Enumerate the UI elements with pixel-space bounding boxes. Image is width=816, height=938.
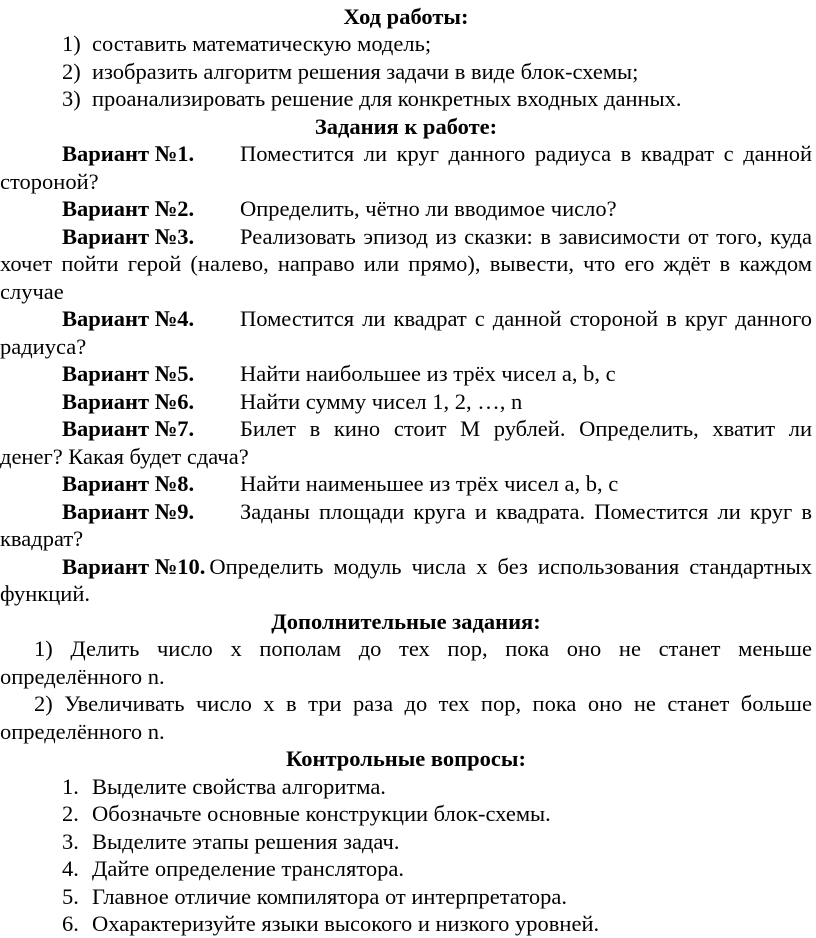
work-step-text: составить математическую модель;: [92, 31, 432, 56]
variant-label: Вариант №6.: [62, 388, 195, 414]
work-step-number: 3): [62, 86, 81, 111]
variant-label: Вариант №1.: [62, 141, 195, 166]
variant-item: [0, 360, 812, 388]
variant-text: Найти наименьшее из трёх чисел a, b, c: [240, 471, 619, 496]
variant-label: Вариант №9.: [62, 498, 195, 524]
variant-text: Найти сумму чисел 1, 2, …, n: [240, 388, 523, 414]
question-text: Выделите этапы решения задач.: [92, 828, 400, 854]
question-number: 4.: [62, 856, 79, 881]
work-step: [0, 58, 812, 86]
additional-item: 1) Делить число x пополам до тех пор, пока оно не станет меньше определённого n.: [0, 636, 812, 689]
question-number: 5.: [62, 883, 79, 909]
question-item: [0, 828, 812, 856]
question-item: [0, 800, 812, 828]
variant-item: [0, 470, 812, 498]
variant-text: Заданы площади круга и квадрата. Поместится ли круг в квадрат?: [0, 498, 812, 551]
work-step: [0, 30, 812, 58]
work-step-number: 2): [62, 58, 81, 84]
question-item: [0, 855, 812, 883]
variant-text: Билет в кино стоит М рублей. Определить, хватит ли денег? Какая будет сдача?: [0, 416, 812, 469]
work-step-text: проанализировать решение для конкретных входных данных.: [92, 86, 682, 111]
question-number: 1.: [62, 773, 79, 799]
variant-text: Найти наибольшее из трёх чисел a, b, c: [240, 361, 616, 386]
work-title: Ход работы:: [343, 4, 469, 29]
variant-text: Определить модуль числа x без использования стандартных функций.: [0, 553, 812, 606]
variant-text: Поместится ли квадрат с данной стороной в круг данного радиуса?: [0, 306, 812, 359]
variant-label: Вариант №7.: [62, 416, 195, 441]
variant-label: Вариант №4.: [62, 306, 195, 331]
additional-title: Дополнительные задания:: [271, 608, 541, 634]
additional-item: 2) Увеличивать число x в три раза до тех пор, пока оно не станет больше определённого n.: [0, 691, 812, 744]
variant-item: [0, 553, 812, 608]
variant-label: Вариант №5.: [62, 361, 195, 386]
questions-list: [0, 773, 812, 938]
variant-item: [0, 140, 812, 195]
variant-item: [0, 498, 812, 553]
question-number: 6.: [62, 911, 79, 936]
question-text: Главное отличие компилятора от интерпретатора.: [92, 883, 567, 909]
variant-label: Вариант №2.: [62, 196, 195, 221]
variant-label: Вариант №10.: [62, 553, 206, 579]
question-text: Выделите свойства алгоритма.: [92, 773, 386, 799]
questions-title: Контрольные вопросы:: [286, 746, 526, 771]
variant-item: [0, 388, 812, 416]
question-text: Охарактеризуйте языки высокого и низкого уровней.: [92, 911, 600, 936]
variant-item: [0, 415, 812, 470]
question-item: [0, 883, 812, 911]
question-item: [0, 773, 812, 801]
variant-text: Поместится ли круг данного радиуса в квадрат с данной стороной?: [0, 141, 812, 194]
work-step-text: изобразить алгоритм решения задачи в виде блок-схемы;: [92, 58, 639, 84]
question-number: 3.: [62, 828, 79, 854]
work-steps-list: [0, 30, 812, 113]
question-text: Дайте определение транслятора.: [92, 856, 404, 881]
question-text: Обозначьте основные конструкции блок-схемы.: [92, 801, 551, 826]
work-step-number: 1): [62, 31, 81, 56]
variant-item: [0, 195, 812, 223]
variant-text: Определить, чётно ли вводимое число?: [240, 196, 617, 221]
variant-text: Реализовать эпизод из сказки: в зависимости от того, куда хочет пойти герой (налево, направо или прямо), вывести, что его ждёт в каждом случае: [0, 223, 812, 304]
variant-item: [0, 305, 812, 360]
work-step: [0, 85, 812, 113]
question-item: [0, 910, 812, 938]
question-number: 2.: [62, 801, 79, 826]
variant-label: Вариант №3.: [62, 223, 195, 249]
variant-label: Вариант №8.: [62, 471, 195, 496]
tasks-title: Задания к работе:: [314, 113, 498, 139]
variant-item: [0, 223, 812, 306]
